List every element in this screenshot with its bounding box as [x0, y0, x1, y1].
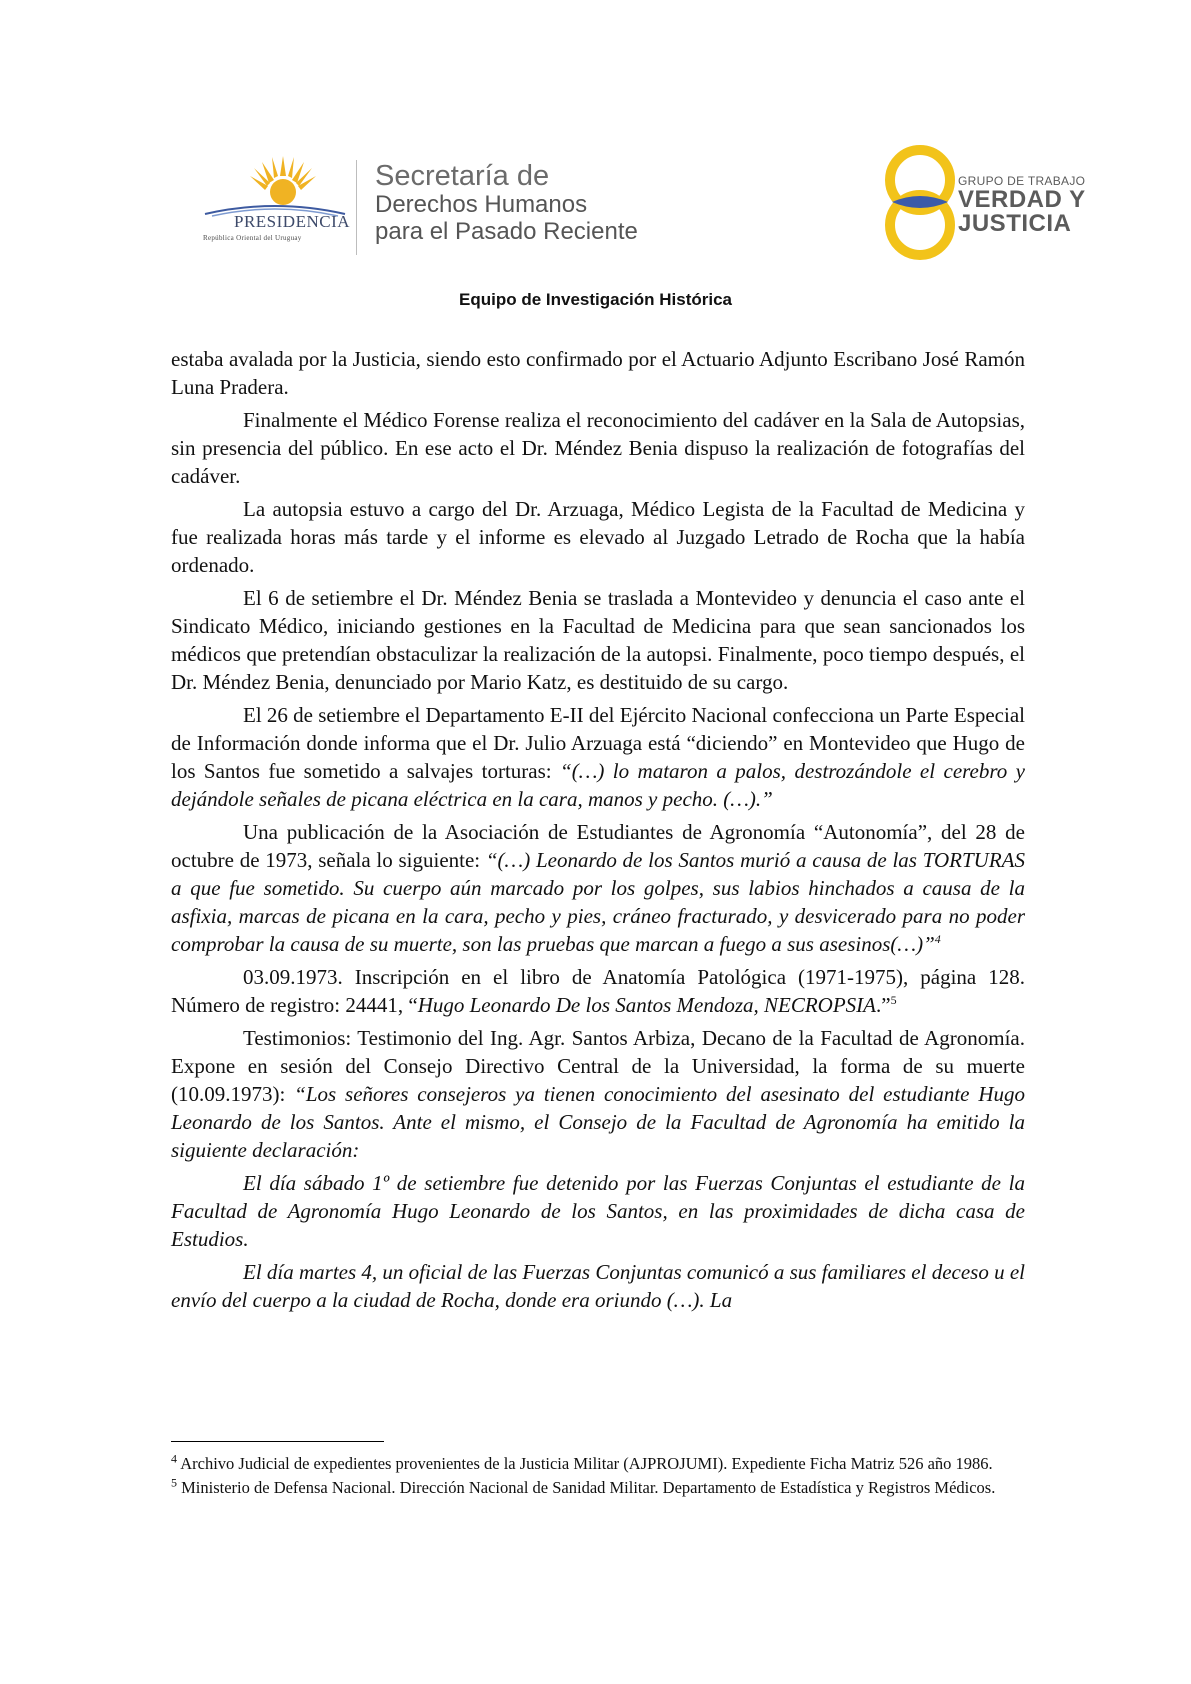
paragraph-8-text: Testimonios: Testimonio del Ing. Agr. Santos Arbiza, Decano de la Facultad de Agronomía. Expone en sesión del Consejo Directivo Central de la Universidad, la forma de su muerte (10.09.1973):	[171, 1026, 1025, 1106]
paragraph-5	[171, 701, 1025, 813]
verdad-justicia-text	[958, 174, 1086, 236]
presidencia-sublabel: República Oriental del Uruguay	[203, 234, 302, 242]
paragraph-2: Finalmente el Médico Forense realiza el reconocimiento del cadáver en la Sala de Autopsias, sin presencia del público. En ese acto el Dr. Méndez Benia dispuso la realización de fotografías del cadáver.	[171, 408, 1025, 488]
paragraph-7	[171, 963, 1025, 1019]
paragraph-8-quote: “Los señores consejeros ya tienen conocimiento del asesinato del estudiante Hugo Leonardo de los Santos. Ante el mismo, el Consejo de la Facultad de Agronomía ha emitido la siguiente declaración:	[171, 1082, 1025, 1162]
footnote-ref-5[interactable]: 5	[890, 993, 897, 1007]
paragraph-1: estaba avalada por la Justicia, siendo esto confirmado por el Actuario Adjunto Escribano José Ramón Luna Pradera.	[171, 347, 1025, 399]
verdad-justicia-logo-icon	[880, 140, 960, 265]
paragraph-5-quote: “(…) lo mataron a palos, destrozándole el cerebro y dejándole señales de picana eléctrica en la cara, manos y pecho. (…).”	[171, 759, 1025, 811]
page-title: Equipo de Investigación Histórica	[459, 290, 732, 309]
footnote-4	[171, 1452, 1025, 1475]
paragraph-6-text: Una publicación de la Asociación de Estudiantes de Agronomía “Autonomía”, del 28 de octubre de 1973, señala lo siguiente:	[171, 820, 1025, 872]
secretaria-line-3: para el Pasado Reciente	[375, 218, 638, 245]
presidencia-label: PRESIDENCIA	[234, 212, 351, 231]
presidencia-logo	[200, 150, 350, 250]
verdad-label: VERDAD Y	[958, 186, 1086, 213]
paragraph-10: El día martes 4, un oficial de las Fuerzas Conjuntas comunicó a sus familiares el deceso u el envío del cuerpo a la ciudad de Rocha, donde era oriundo (…). La	[171, 1260, 1025, 1312]
body-text	[171, 345, 1025, 1319]
secretaria-logo-text	[375, 162, 638, 245]
footnote-separator	[171, 1441, 384, 1442]
justicia-label: JUSTICIA	[958, 210, 1072, 237]
grupo-label: GRUPO DE TRABAJO	[958, 174, 1086, 188]
footnote-5	[171, 1476, 1025, 1499]
footnote-4-text: Archivo Judicial de expedientes provenientes de la Justicia Militar (AJPROJUMI). Expediente Ficha Matriz 526 año 1986.	[177, 1454, 993, 1473]
paragraph-7-quote: Hugo Leonardo De los Santos Mendoza, NECROPSIA	[417, 993, 876, 1017]
paragraph-6-quote: “(…) Leonardo de los Santos murió a causa de las TORTURAS a que fue sometido. Su cuerpo aún marcado por los golpes, sus labios hinchados a causa de la asfixia, marcas de picana en la cara, pecho y pies, cráneo fracturado, y desvicerado para no poder comprobar la causa de su muerte, son las pruebas que marcan a fuego a sus asesinos(…)”	[171, 848, 1026, 956]
footnotes	[171, 1452, 1025, 1500]
paragraph-7-close: .”	[875, 993, 891, 1017]
paragraph-7-text: 03.09.1973. Inscripción en el libro de Anatomía Patológica (1971-1975), página 128. Número de registro: 24441, “	[171, 965, 1025, 1017]
footnote-5-number: 5	[171, 1475, 177, 1490]
paragraph-3: La autopsia estuvo a cargo del Dr. Arzuaga, Médico Legista de la Facultad de Medicina y fue realizada horas más tarde y el informe es elevado al Juzgado Letrado de Rocha que la había ordenado.	[171, 497, 1025, 577]
footnote-ref-4[interactable]: 4	[934, 932, 941, 946]
footnote-4-number: 4	[171, 1451, 177, 1466]
paragraph-4: El 6 de setiembre el Dr. Méndez Benia se traslada a Montevideo y denuncia el caso ante el Sindicato Médico, iniciando gestiones en la Facultad de Medicina para que sean sancionados los médicos que pretendían obstaculizar la realización de la autopsi. Finalmente, poco tiempo después, el Dr. Méndez Benia, denunciado por Mario Katz, es destituido de su cargo.	[171, 586, 1025, 694]
paragraph-8	[171, 1024, 1025, 1164]
paragraph-9: El día sábado 1º de setiembre fue detenido por las Fuerzas Conjuntas el estudiante de la Facultad de Agronomía Hugo Leonardo de los Santos, en las proximidades de dicha casa de Estudios.	[171, 1171, 1025, 1251]
header-divider	[356, 160, 357, 255]
paragraph-5-text: El 26 de setiembre el Departamento E-II del Ejército Nacional confecciona un Parte Especial de Información donde informa que el Dr. Julio Arzuaga está “diciendo” en Montevideo que Hugo de los Santos fue sometido a salvajes torturas:	[171, 703, 1025, 783]
footnote-5-text: Ministerio de Defensa Nacional. Dirección Nacional de Sanidad Militar. Departamento de Estadística y Registros Médicos.	[177, 1478, 996, 1497]
secretaria-line-1: Secretaría de	[375, 160, 550, 192]
paragraph-6	[171, 818, 1025, 958]
secretaria-line-2: Derechos Humanos	[375, 191, 588, 218]
